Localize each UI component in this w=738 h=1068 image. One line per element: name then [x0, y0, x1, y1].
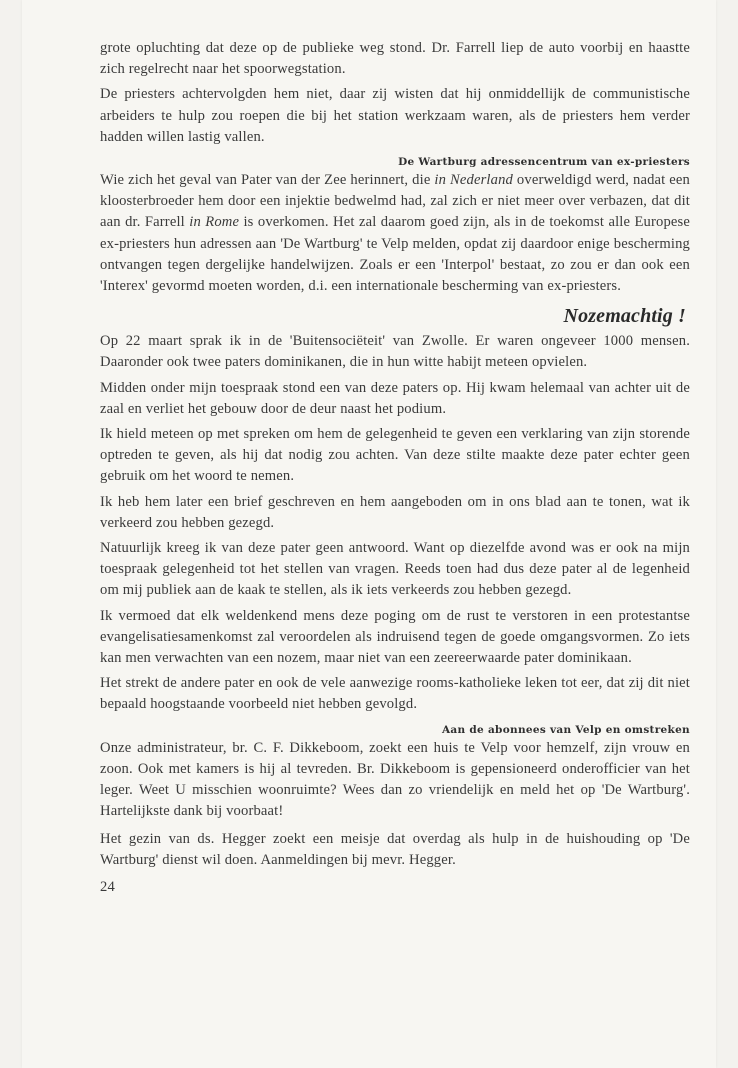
nozemachtig-paragraph-7: Het strekt de andere pater en ook de vele aanwezige rooms-katholieke leken tot eer, dat zij dit niet bepaald hoogstaande voorbeeld niet hebben gevolgd.: [100, 675, 690, 713]
section-title-nozemachtig: Nozemachtig !: [563, 305, 686, 328]
section-heading-wartburg: De Wartburg adressencentrum van ex-priesters: [398, 156, 690, 169]
intro-paragraph-1: grote opluchting dat deze op de publieke weg stond. Dr. Farrell liep de auto voorbij en haastte zich regelrecht naar het spoorwegstation.: [100, 40, 690, 78]
section-nozemachtig: [100, 303, 690, 715]
section-wartburg: [100, 154, 690, 297]
nozemachtig-paragraph-3: Ik hield meteen op met spreken om hem de gelegenheid te geven een verklaring van zijn storende optreden te geven, als hij dat nodig zou achten. Van deze stilte maakte deze pater echter geen gebruik om het woord te nemen.: [100, 426, 690, 485]
document-page: [22, 0, 716, 1068]
section-heading-abonnees: Aan de abonnees van Velp en omstreken: [441, 723, 690, 736]
intro-paragraph-2: De priesters achtervolgden hem niet, daar zij wisten dat hij onmiddellijk de communistische arbeiders te hulp zou roepen die bij het station werkzaam waren, als de priesters hem verder hadden willen lastig vallen.: [100, 86, 690, 145]
wartburg-paragraph: [100, 170, 690, 297]
wartburg-text-c: is overkomen. Het zal daarom goed zijn, als in de toekomst alle Europese ex-priesters hun adressen aan 'De Wartburg' te Velp melden, opdat zij daardoor enige bescherming ontvangen tegen dergelijke handelwijzen. Zoals er een 'Interpol' bestaat, zo zou er dan ook een 'Interex' gevormd moeten worden, d.i. een internationale bescherming van ex-priesters.: [100, 214, 690, 295]
intro-block: [100, 38, 690, 148]
section-abonnees: [100, 722, 690, 871]
nozemachtig-paragraph-1: Op 22 maart sprak ik in de 'Buitensociëteit' van Zwolle. Er waren ongeveer 1000 mensen. Daaronder ook twee paters dominikanen, die in hun witte habijt meteen opvielen.: [100, 333, 690, 371]
nozemachtig-paragraph-2: Midden onder mijn toespraak stond een van deze paters op. Hij kwam helemaal van achter uit de zaal en verliet het gebouw door de deur naast het podium.: [100, 379, 690, 417]
article-body: [100, 38, 690, 897]
wartburg-text-b: overweldigd werd, nadat een kloosterbroeder hem door een injektie bedwelmd had, zal zich er niet meer over verbazen, dat dit aan dr. Farrell: [100, 172, 690, 231]
abonnees-paragraph-2: Het gezin van ds. Hegger zoekt een meisje dat overdag als hulp in de huishouding op 'De Wartburg' dienst wil doen. Aanmeldingen bij mevr. Hegger.: [100, 830, 690, 868]
nozemachtig-paragraph-5: Natuurlijk kreeg ik van deze pater geen antwoord. Want op diezelfde avond was er ook na mijn toespraak gelegenheid tot het stellen van vragen. Reeds toen had dus deze pater al de legenheid om mij publiek aan de kaak te stellen, als ik iets verkeerds zou hebben gezegd.: [100, 540, 690, 599]
abonnees-paragraph-1: Onze administrateur, br. C. F. Dikkeboom, zoekt een huis te Velp voor hemzelf, zijn vrouw en zoon. Ook met kamers is hij al tevreden. Br. Dikkeboom is gepensioneerd onderofficier van het leger. Weet U misschien woonruimte? Wees dan zo vriendelijk en meld het op 'De Wartburg'. Hartelijkste dank bij voorbaat!: [100, 739, 690, 820]
wartburg-emphasis-nederland: in Nederland: [434, 172, 513, 189]
nozemachtig-paragraph-6: Ik vermoed dat elk weldenkend mens deze poging om de rust te verstoren in een protestantse evangelisatiesamenkomst zal veroordelen als indruisend tegen de goede omgangsvormen. Zo iets kan men verwachten van een nozem, maar niet van een zeereerwaarde pater dominikaan.: [100, 607, 690, 667]
page-number: 24: [100, 878, 115, 895]
wartburg-text-a: Wie zich het geval van Pater van der Zee herinnert, die: [100, 172, 435, 189]
nozemachtig-paragraph-4: Ik heb hem later een brief geschreven en hem aangeboden om in ons blad aan te tonen, wat ik verkeerd zou hebben gezegd.: [100, 493, 690, 531]
wartburg-emphasis-rome: in Rome: [189, 214, 240, 231]
